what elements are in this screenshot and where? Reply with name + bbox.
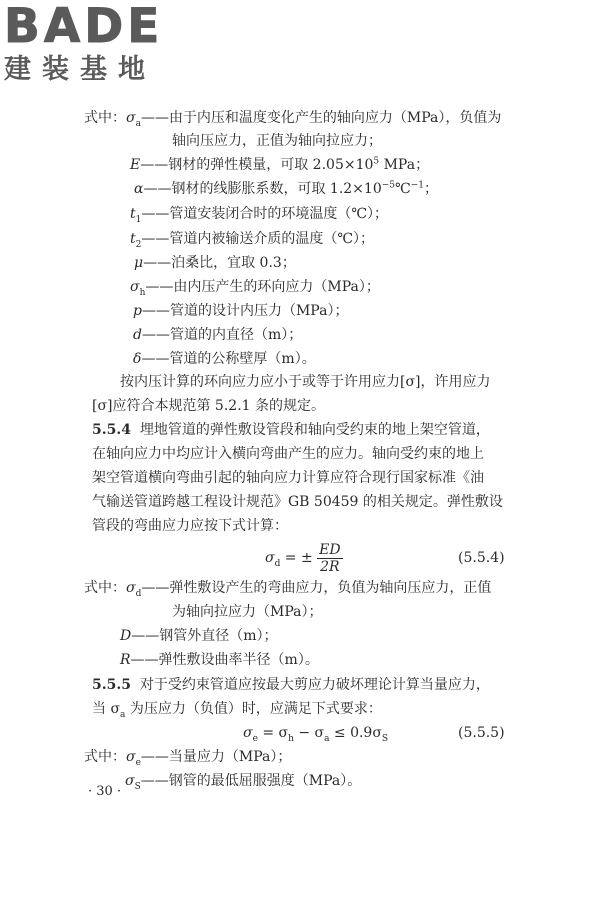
def-row (134, 253, 296, 273)
equation-subscript: h (288, 733, 294, 744)
def-subscript: h (139, 287, 146, 298)
def-symbol: σ (126, 580, 136, 596)
def-symbol: α (134, 181, 144, 197)
def-text: ——弹性敷设产生的弯曲应力，负值为轴向压应力，正值 (141, 580, 492, 596)
page-number: · 30 · (88, 784, 122, 799)
def-text-tail: ； (423, 181, 438, 197)
equation-fraction (317, 542, 342, 575)
equation-operator: = ± (280, 550, 318, 566)
def-text: ——管道的设计内压力（MPa）； (141, 303, 349, 319)
def-text: 轴向压应力，正值为轴向拉应力； (172, 133, 382, 149)
equation-5-5-4 (265, 538, 343, 578)
def-row (130, 155, 429, 175)
clause-text-part: 当 σ (92, 701, 121, 717)
def-symbol: d (133, 327, 142, 343)
equation-subscript: a (324, 733, 330, 744)
def-row (172, 602, 322, 622)
def-text: ——钢管外直径（m）； (131, 628, 278, 644)
clause-text (92, 699, 382, 719)
def-row (133, 349, 316, 369)
def-symbol: p (133, 303, 142, 319)
def-row (84, 108, 501, 128)
def-row (125, 771, 361, 791)
def-text: 为轴向拉应力（MPa）； (172, 604, 323, 620)
def-symbol: σ (130, 279, 140, 295)
clause-text: 埋地管道的弹性敷设管段和轴向受约束的地上架空管道， (139, 422, 490, 438)
def-row (172, 131, 382, 151)
equation-part: ≤ 0.9σ (329, 725, 382, 741)
def-row (133, 325, 302, 345)
where-label: 式中： (84, 749, 126, 765)
fraction-numerator: ED (319, 541, 341, 558)
equation-subscript: S (381, 733, 389, 744)
def-text: ——泊桑比，宜取 0.3； (143, 255, 296, 271)
def-row (84, 578, 491, 598)
def-row (120, 650, 319, 670)
def-symbol: μ (134, 255, 144, 271)
equation-lhs: σ (243, 725, 253, 741)
def-subscript: S (134, 781, 141, 792)
clause-number: 5.5.4 (92, 422, 131, 438)
clause-text: 对于受约束管道应按最大剪应力破坏理论计算当量应力， (139, 677, 490, 693)
def-row (120, 626, 278, 646)
def-row (134, 179, 438, 199)
def-text: ——钢管的最低屈服强度（MPa）。 (140, 773, 362, 789)
def-row (133, 301, 348, 321)
clause-text: 架空管道横向弯曲引起的轴向应力计算应符合现行国家标准《油 (92, 470, 484, 486)
def-text: ——管道的公称壁厚（m）。 (141, 351, 316, 367)
clause-text-part: 为压应力（负值）时，应满足下式要求： (125, 701, 382, 717)
def-symbol: t (130, 206, 136, 222)
logo-chinese-name: 建装基地 (4, 54, 156, 85)
equation-number: (5.5.4) (458, 550, 505, 566)
def-subscript: d (135, 588, 142, 599)
equation-part: = σ (257, 725, 289, 741)
def-row (84, 747, 291, 767)
clause-text: 气输送管道跨越工程设计规范》GB 50459 的相关规定。弹性敷设 (92, 494, 503, 510)
clause-number: 5.5.5 (92, 677, 131, 693)
def-symbol: σ (126, 110, 136, 126)
def-text: ——管道内被输送介质的温度（℃）； (141, 231, 375, 247)
clause-text: 在轴向应力中均应计入横向弯曲产生的应力。轴向受约束的地上 (92, 446, 484, 462)
def-text: ——管道的内直径（m）； (141, 327, 303, 343)
def-symbol: σ (125, 773, 135, 789)
def-text-tail: ℃ (395, 181, 411, 197)
def-text-tail: MPa； (379, 157, 430, 173)
def-symbol: δ (133, 351, 142, 367)
equation-number: (5.5.5) (458, 725, 505, 741)
def-symbol: t (130, 231, 136, 247)
def-text: ——弹性敷设曲率半径（m）。 (130, 652, 319, 668)
paragraph-line: 按内压计算的环向应力应小于或等于许用应力[σ]，许用应力 (120, 374, 491, 390)
where-label: 式中： (84, 110, 126, 126)
def-symbol: R (120, 652, 131, 668)
equation-5-5-5 (243, 723, 388, 743)
clause-5-5-5-line (92, 675, 490, 695)
def-text: ——管道安装闭合时的环境温度（℃）； (141, 206, 389, 222)
equation-lhs: σ (265, 550, 275, 566)
logo-wordmark: BADE (4, 0, 164, 54)
def-superscript: 5 (373, 156, 380, 167)
def-superscript: −1 (410, 180, 424, 191)
def-subscript: a (135, 118, 141, 129)
def-row (130, 204, 388, 224)
def-text: ——钢材的线膨胀系数，可取 1.2×10 (143, 181, 382, 197)
equation-subscript: e (252, 733, 258, 744)
def-text: ——钢材的弹性模量，可取 2.05×10 (140, 157, 374, 173)
def-subscript: e (135, 757, 141, 768)
equation-part: − σ (293, 725, 325, 741)
def-subscript: 1 (135, 214, 142, 225)
clause-subscript: a (120, 709, 126, 720)
clause-text: 管段的弯曲应力应按下式计算： (92, 518, 288, 534)
paragraph-line: [σ]应符合本规范第 5.2.1 条的规定。 (92, 398, 326, 414)
def-row (130, 229, 374, 249)
def-symbol: E (130, 157, 141, 173)
def-row (130, 277, 380, 297)
def-symbol: σ (126, 749, 136, 765)
where-label: 式中： (84, 580, 126, 596)
def-symbol: D (120, 628, 132, 644)
def-superscript: −5 (381, 180, 396, 191)
def-text: ——由于内压和温度变化产生的轴向应力（MPa），负值为 (140, 110, 502, 126)
fraction-denominator: 2R (320, 558, 340, 575)
clause-5-5-4-line (92, 420, 490, 440)
def-text: ——由内压产生的环向应力（MPa）； (145, 279, 380, 295)
equation-subscript: d (274, 558, 281, 569)
def-text: ——当量应力（MPa）； (140, 749, 292, 765)
def-subscript: 2 (135, 239, 142, 250)
